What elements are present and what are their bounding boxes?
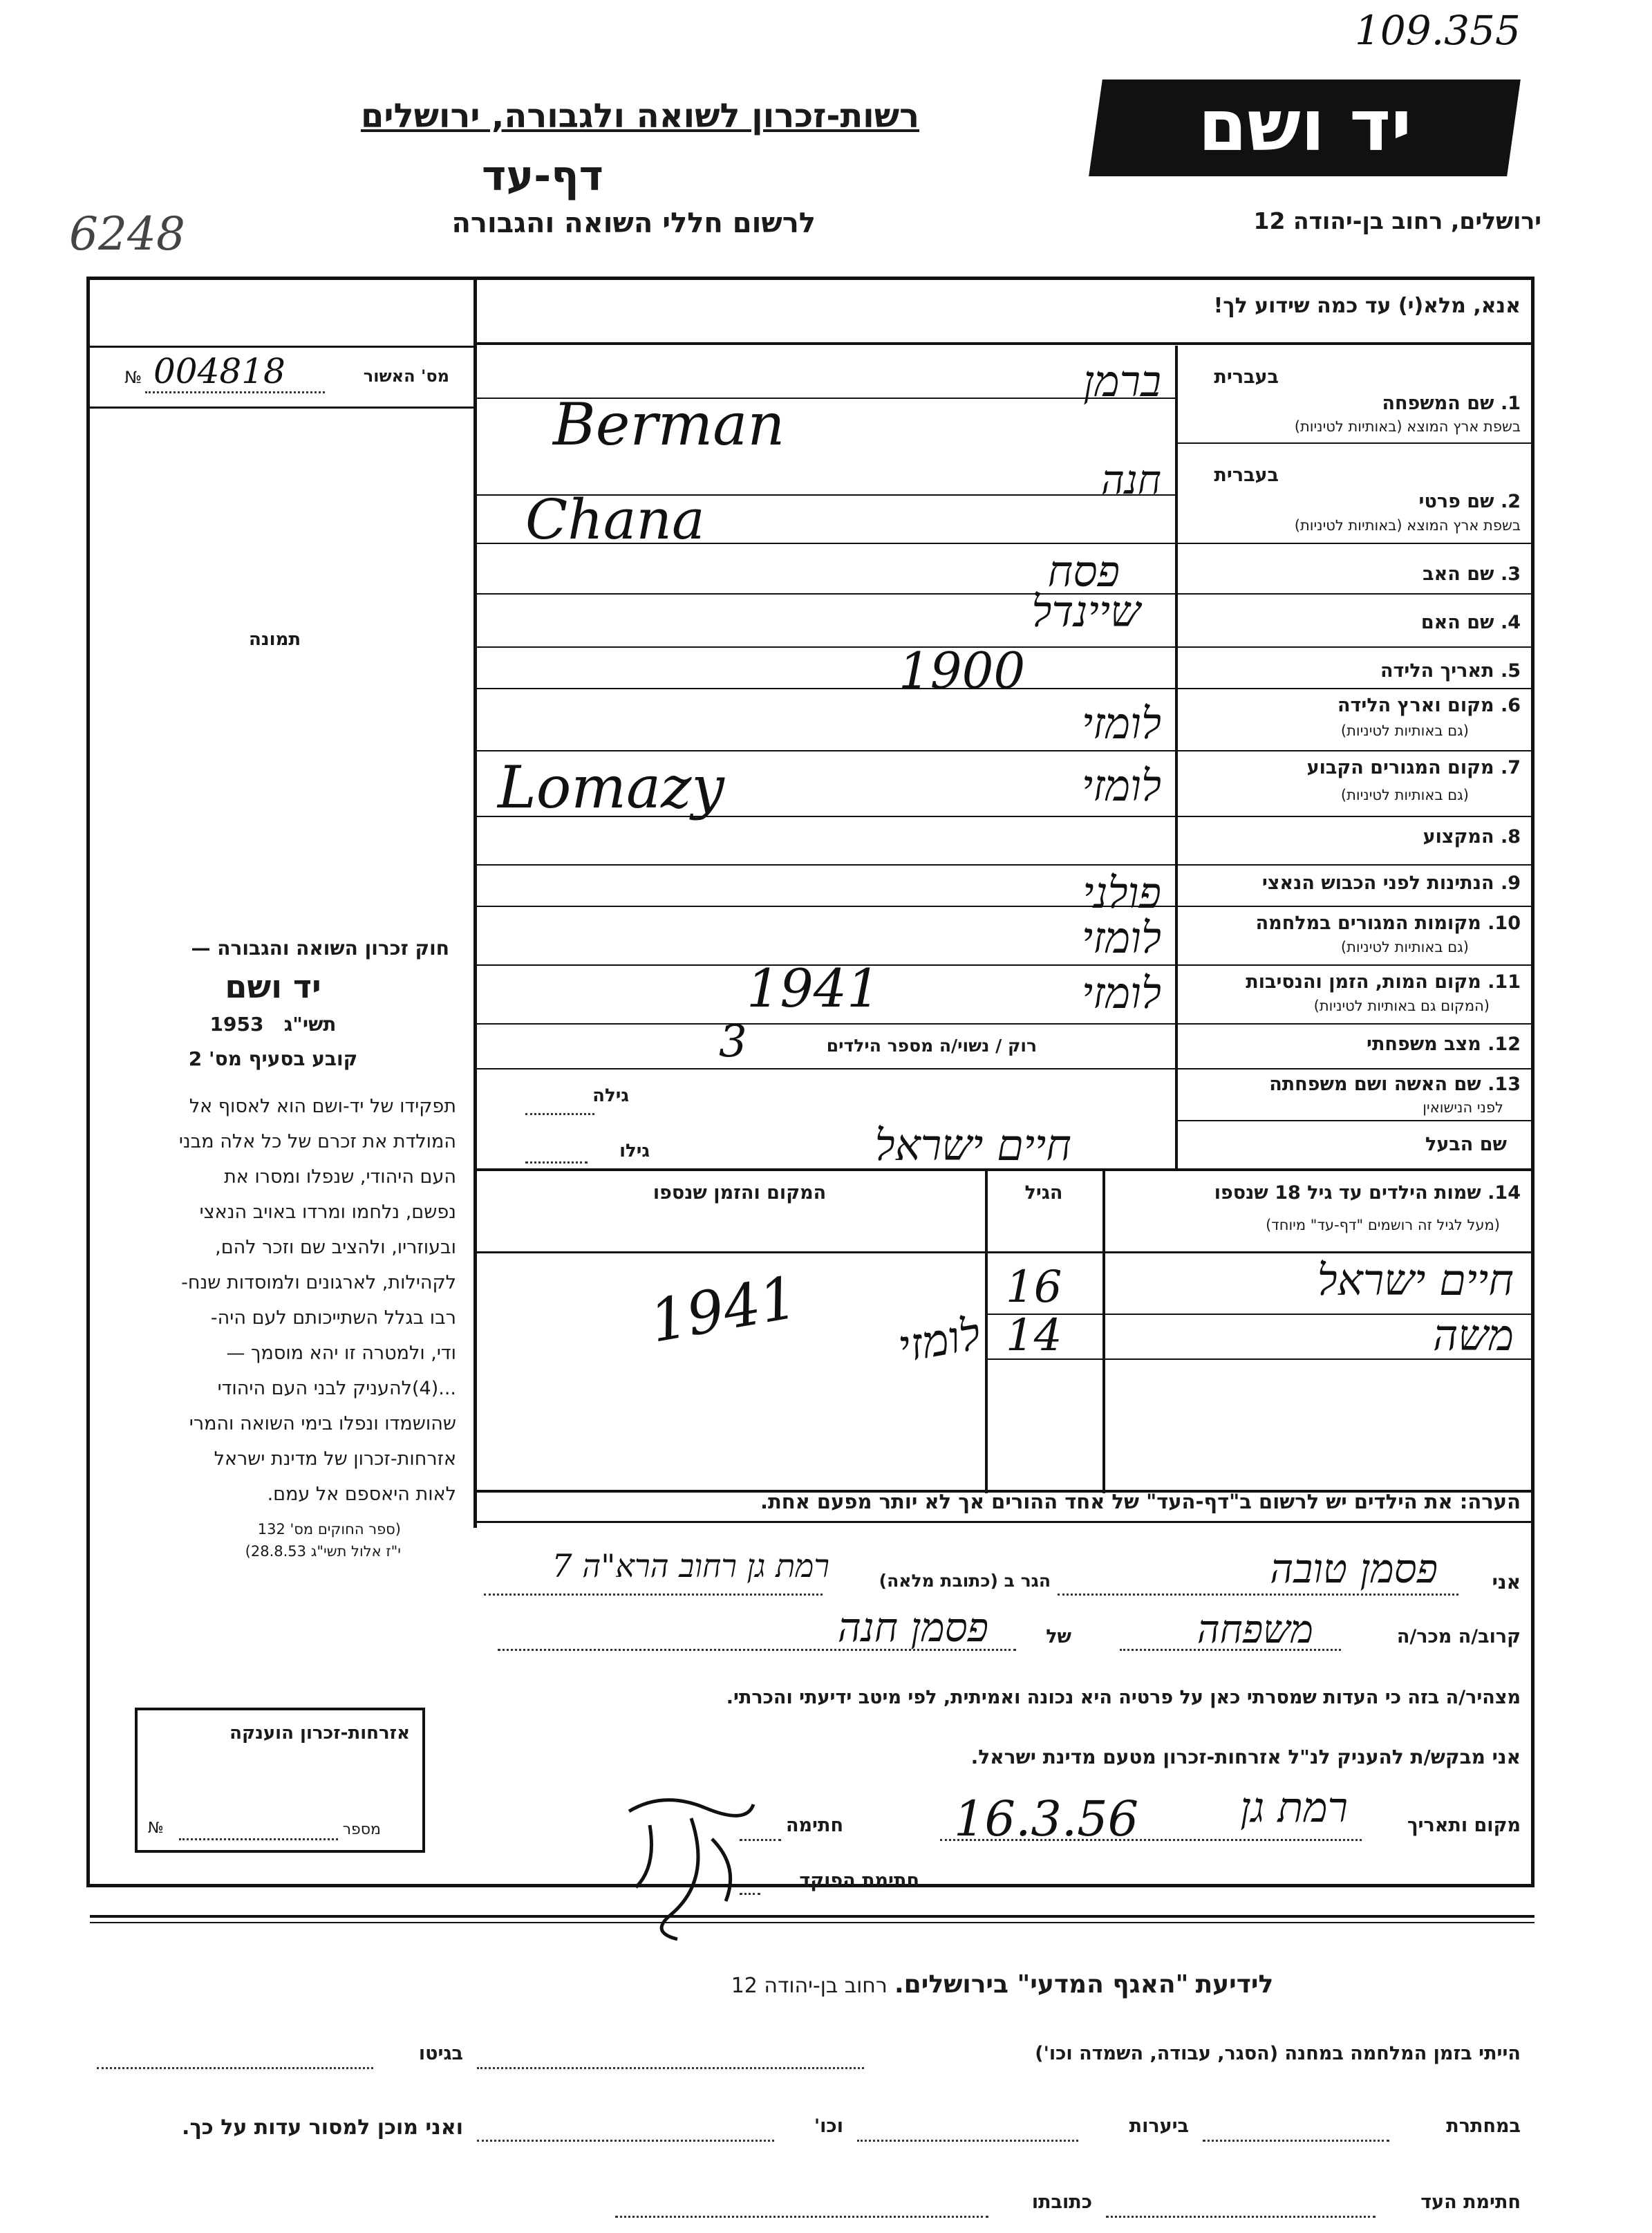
approval-number: 004818 xyxy=(153,351,285,391)
citizenship-no-mark: № xyxy=(148,1820,164,1837)
bottom-line-2-b: ביערות xyxy=(1129,2115,1189,2137)
law-heading: חוק זכרון השואה והגבורה — xyxy=(191,937,449,960)
field-1-heb-tag: בעברית xyxy=(1214,366,1279,388)
authority-title: רשות-זכרון לשואה ולגבורה, ירושלים xyxy=(360,97,919,136)
law-line: שהושמדו ונפלו בימי השואה והמרי xyxy=(189,1413,456,1435)
field-2-heb-tag: בעברית xyxy=(1214,465,1279,486)
child-name: חיים ישראל xyxy=(1317,1255,1514,1305)
law-year: 1953 xyxy=(209,1013,264,1036)
note-line: הערה: את הילדים יש לרשום ב"דף-העד" של אחד ההורים אך לא יותר מפעם אחת. xyxy=(760,1490,1521,1513)
place-date-label: מקום ותאריך xyxy=(1407,1815,1521,1836)
field-12-label: 12. מצב משפחתי xyxy=(1367,1034,1521,1055)
bottom-heading xyxy=(484,1970,1521,1999)
signature-label: חתימה xyxy=(785,1815,843,1836)
bottom-heading-address: רחוב בן-יהודה 12 xyxy=(731,1974,888,1998)
children-header-age: הגיל xyxy=(1024,1182,1063,1204)
officer-label: חתימת הפוקד xyxy=(799,1870,919,1891)
intro-line: אנא, מלא(י) עד כמה שידוע לך! xyxy=(1213,294,1521,318)
law-clause: קובע בסעיף מס' 2 xyxy=(188,1047,358,1070)
handwritten-signature xyxy=(608,1784,760,1943)
law-line: לקהילות, לארגונים ולמוסדות שנח- xyxy=(181,1272,456,1293)
children-header-place: המקום והזמן שנספו xyxy=(653,1182,827,1204)
law-line: רבו בגלל השתייכותם לעם היה- xyxy=(210,1307,456,1329)
child-age: 14 xyxy=(1006,1310,1062,1361)
field-2-sub: בשפת ארץ המוצא (באותיות לטיניות) xyxy=(1294,517,1521,534)
law-line: נפשם, נלחמו ומרדו באויב הנאצי xyxy=(199,1202,456,1223)
field-2-label: 2. שם פרטי xyxy=(1418,491,1521,512)
bottom-line-1-a: הייתי בזמן המלחמה במחנה (הסגר, עבודה, השמדה וכו') xyxy=(1035,2043,1521,2064)
form-purpose: לרשום חללי השואה והגבורה xyxy=(451,207,816,239)
law-line: העם היהודי, שנפלו ומסרו את xyxy=(224,1166,456,1188)
declarant-of-name: פסמן חנה xyxy=(837,1604,988,1651)
child-place: 1941 xyxy=(645,1263,802,1356)
bottom-line-2-a: במחתרת xyxy=(1446,2115,1521,2137)
citizenship-box-title: אזרחות-זכרון הוענקה xyxy=(229,1723,410,1744)
law-text xyxy=(93,1089,456,1512)
field-1-sub: בשפת ארץ המוצא (באותיות לטיניות) xyxy=(1294,418,1521,435)
bottom-line-3-a: חתימת העד xyxy=(1420,2192,1521,2213)
field-7-value-latin: Lomazy xyxy=(498,754,724,821)
field-10-value: לומזי xyxy=(1081,913,1161,963)
bottom-line-2-d: ואני מוכן למסור עדות על כך. xyxy=(182,2115,463,2140)
children-header-names: 14. שמות הילדים עד גיל 18 שנספו xyxy=(1214,1182,1521,1204)
field-12-options: רוק / נשוי/ה מספר הילדים xyxy=(826,1036,1037,1056)
field-8-label: 8. המקצוע xyxy=(1423,826,1521,848)
approval-label: מס' האשור xyxy=(363,366,449,386)
bottom-line-3-b: כתובתו xyxy=(1031,2192,1092,2213)
declarant-i-label: אני xyxy=(1492,1571,1521,1594)
field-1-value-latin: Berman xyxy=(553,391,785,458)
field-3-label: 3. שם האב xyxy=(1423,563,1521,585)
field-9-label: 9. הנתינות לפני הכבוש הנאצי xyxy=(1261,872,1521,894)
field-4-label: 4. שם האם xyxy=(1420,612,1521,633)
field-1-label: 1. שם המשפחה xyxy=(1382,393,1521,414)
law-year-line xyxy=(97,1013,449,1036)
law-line: המולדת את זכרם של כל אלה מבני xyxy=(178,1131,456,1152)
field-6-value: לומזי xyxy=(1081,698,1161,749)
child-age: 16 xyxy=(1006,1262,1062,1313)
header-address: ירושלים, רחוב בן-יהודה 12 xyxy=(1253,207,1541,234)
child-name: משה xyxy=(1433,1310,1514,1361)
yad-vashem-logo xyxy=(1089,80,1521,176)
field-10-sub: (גם באותיות לטיניות) xyxy=(1340,939,1469,955)
law-ref-1: (ספר החוקים מס' 132 xyxy=(257,1521,401,1538)
photo-label: תמונה xyxy=(249,629,301,650)
law-line: ובעוזריו, ולהציב שם וזכר להם, xyxy=(215,1237,456,1258)
field-9-value: פולני xyxy=(1082,868,1161,918)
approval-no-mark: № xyxy=(124,368,142,387)
field-7-value: לומזי xyxy=(1081,760,1161,811)
bottom-line-2-c: וכו' xyxy=(814,2115,843,2137)
field-6-label: 6. מקום וארץ הלידה xyxy=(1337,695,1521,716)
child-place: לומזי xyxy=(894,1308,984,1374)
field-7-label: 7. מקום המגורים הקבוע xyxy=(1306,757,1521,778)
law-line: ...(4)להעניק לבני העם היהודי xyxy=(217,1378,456,1399)
field-5-value: 1900 xyxy=(899,642,1026,700)
field-11-label: 11. מקום המות, הזמן והנסיבות xyxy=(1246,971,1521,993)
request-text: אני מבקש/ת להעניק לנ"ל אזרחות-זכרון מטעם מדינת ישראל. xyxy=(970,1746,1521,1768)
bottom-heading-prefix: לידיעת xyxy=(1195,1970,1274,1999)
bottom-heading-org: "האגף המדעי" בירושלים. xyxy=(894,1970,1189,1999)
law-name: יד ושם xyxy=(225,968,321,1005)
declarant-name: פסמן טובה xyxy=(1270,1545,1438,1592)
law-line: אזרחות-זכרון של מדינת ישראל xyxy=(214,1448,456,1470)
bottom-line-1-b: בגיטו xyxy=(418,2043,463,2064)
declarant-of-label: של xyxy=(1046,1626,1071,1647)
field-5-label: 5. תאריך הלידה xyxy=(1380,660,1521,682)
handwritten-side-number: 6248 xyxy=(69,207,185,261)
archive-number: 109.355 xyxy=(1355,7,1521,54)
law-ref-2: י"ז אלול תשי"ג 28.8.53) xyxy=(245,1543,401,1560)
declarant-relative-label: קרוב/ה מכר/ה xyxy=(1396,1626,1521,1647)
field-2-value-latin: Chana xyxy=(525,487,705,552)
citizenship-box xyxy=(135,1708,425,1853)
field-11-value-year: 1941 xyxy=(747,957,881,1019)
declaration-place: רמת גן xyxy=(1240,1784,1348,1832)
field-3-value: פסח xyxy=(1047,546,1120,597)
field-7-sub: (גם באותיות לטיניות) xyxy=(1340,787,1469,803)
field-6-sub: (גם באותיות לטיניות) xyxy=(1340,722,1469,739)
declarant-relation: משפחה xyxy=(1196,1607,1313,1652)
logo-text: יד ושם xyxy=(1198,85,1412,167)
field-13-label: 13. שם האשה ושם משפחתה xyxy=(1269,1074,1521,1095)
husband-label: שם הבעל xyxy=(1425,1134,1507,1155)
law-line: לאות היאספם אל עמם. xyxy=(267,1484,456,1505)
form-title: דף-עד xyxy=(482,152,603,200)
field-13-age-label: גילה xyxy=(592,1085,629,1106)
husband-age-label: גילו xyxy=(619,1141,650,1161)
law-year-hebrew: תשי"ג xyxy=(283,1013,337,1036)
declaration-text: מצהיר/ה בזה כי העדות שמסרתי כאן על פרטיה היא נכונה ואמיתית, לפי מיטב ידיעתי והכרתי. xyxy=(726,1687,1521,1708)
field-11-sub: (המקום גם באותיות לטיניות) xyxy=(1313,998,1490,1014)
field-10-label: 10. מקומות המגורים במלחמה xyxy=(1255,913,1521,934)
field-4-value: שיינדל xyxy=(1031,586,1141,637)
field-1-value-hebrew: ברמן xyxy=(1083,356,1161,407)
field-11-value: לומזי xyxy=(1081,968,1161,1018)
declarant-resides-label: הגר ב (כתובת מלאה) xyxy=(879,1571,1051,1591)
field-2-value-hebrew: חנה xyxy=(1100,456,1161,503)
field-13-sub: לפני הנישואין xyxy=(1423,1099,1503,1116)
field-12-children: 3 xyxy=(719,1016,747,1067)
law-line: ודי, ולמטרה זו יהא מוסמך — xyxy=(226,1343,456,1364)
children-header-note: (מעל לגיל זה רושמים "דף-עד" מיוחד) xyxy=(1266,1217,1500,1233)
declarant-address: רמת גן רחוב הרא"ה 7 xyxy=(552,1547,829,1585)
declaration-date: 16.3.56 xyxy=(954,1791,1139,1847)
law-line: תפקידו של יד-ושם הוא לאסוף אל xyxy=(189,1096,456,1117)
husband-value: חיים ישראל xyxy=(874,1120,1071,1170)
citizenship-number-label: מספר xyxy=(342,1821,381,1838)
